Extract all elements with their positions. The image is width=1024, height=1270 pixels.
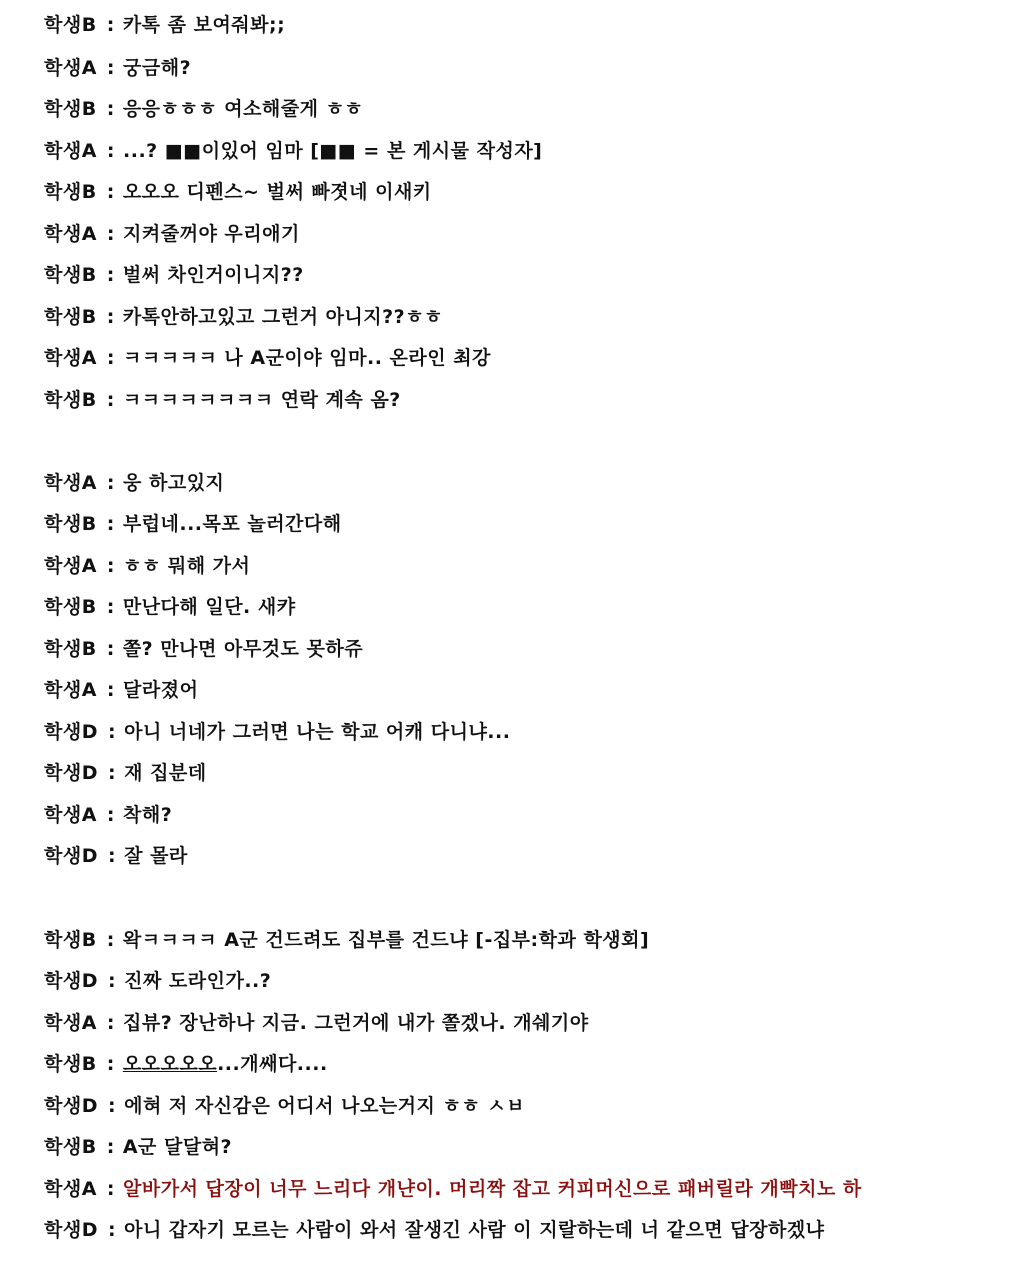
speaker-label: 학생A [44,1178,97,1200]
separator: : [106,679,116,701]
chat-line-highlighted [44,1174,862,1204]
chat-line [44,758,207,788]
message-text: 쫄? 만나면 아무것도 못하쥬 [122,638,364,660]
separator: : [106,389,115,411]
speaker-label: 학생B [44,1053,97,1075]
message-text-rest: ...개쌔다.... [217,1053,328,1075]
speaker-label: 학생B [44,929,97,951]
separator: : [106,223,116,245]
chat-line [44,841,188,871]
chat-line [44,177,432,207]
speaker-label: 학생A [44,223,97,245]
speaker-label: 학생B [44,596,97,618]
speaker-label: 학생A [44,472,97,494]
message-text: 아니 너네가 그러면 나는 학교 어캐 다니냐... [124,721,511,743]
message-text: ㅋㅋㅋㅋㅋ 나 A군이야 임마.. 온라인 최강 [123,347,491,369]
speaker-label: 학생B [44,638,97,660]
underlined-text: 오오오오오 [122,1053,218,1075]
message-text: 오오오 디펜스~ 벌써 빠졋네 이새키 [122,181,432,203]
separator: : [106,306,115,328]
message-text: 벌써 차인거이니지?? [122,264,304,286]
speaker-label: 학생A [44,804,97,826]
chat-line [44,53,191,83]
separator: : [106,929,115,951]
speaker-label: 학생D [44,762,98,784]
chat-line [44,1049,328,1079]
highlighted-message-text: 알바가서 답장이 너무 느리다 개냔이. 머리짝 잡고 커피머신으로 패버릴라 개빡치노 하 [123,1178,862,1200]
separator: : [106,513,115,535]
speaker-label: 학생B [44,264,97,286]
message-text: 달라졌어 [123,679,199,701]
separator: : [106,1053,115,1075]
message-text: 지켜줄꺼야 우리애기 [123,223,300,245]
speaker-label: 학생B [44,306,97,328]
chat-line [44,634,363,664]
message-text: 왁ㅋㅋㅋㅋ A군 건드려도 집부를 건드냐 [-집부:학과 학생회] [122,929,650,951]
chat-line [44,966,271,996]
chat-line [44,136,542,166]
separator: : [106,57,116,79]
speaker-label: 학생A [44,1012,97,1034]
separator: : [107,762,117,784]
speaker-label: 학생D [44,1095,98,1117]
speaker-label: 학생D [44,721,98,743]
separator: : [106,555,116,577]
message-text: ㅋㅋㅋㅋㅋㅋㅋㅋ 연락 계속 옴? [122,389,401,411]
separator: : [106,472,116,494]
speaker-label: 학생B [44,513,97,535]
chat-line [44,343,491,373]
speaker-label: 학생A [44,347,97,369]
chat-line [44,551,250,581]
separator: : [107,845,117,867]
message-text: 집뷰? 장난하나 지금. 그런거에 내가 쫄겠나. 개쉐기야 [123,1012,589,1034]
separator: : [106,140,116,162]
separator: : [107,970,117,992]
message-text: ㅎㅎ 뭐해 가서 [123,555,251,577]
chat-line [44,509,342,539]
speaker-label: 학생D [44,845,98,867]
separator: : [106,638,115,660]
chat-line [44,592,296,622]
message-text: 응응ㅎㅎㅎ 여소해줄게 ㅎㅎ [122,98,364,120]
message-text: 웅 하고있지 [123,472,225,494]
chat-line [44,260,304,290]
message-text: 착해? [123,804,173,826]
speaker-label: 학생B [44,14,97,36]
chat-line [44,94,363,124]
speaker-label: 학생B [44,389,97,411]
chat-line [44,1215,825,1245]
message-text: 만난다해 일단. 새캬 [122,596,296,618]
chat-line [44,219,300,249]
speaker-label: 학생A [44,57,97,79]
message-text [123,1049,328,1079]
chat-line [44,800,172,830]
separator: : [107,721,117,743]
separator: : [106,596,115,618]
speaker-label: 학생D [44,1219,98,1241]
chat-line [44,1008,589,1038]
separator: : [106,1178,116,1200]
speaker-label: 학생B [44,1136,97,1158]
chat-line [44,302,443,332]
speaker-label: 학생B [44,181,97,203]
chat-line [44,1132,232,1162]
message-text: 에혀 저 자신감은 어디서 나오는거지 ㅎㅎ ㅅㅂ [124,1095,526,1117]
speaker-label: 학생A [44,140,97,162]
message-text: 카톡안하고있고 그런거 아니지??ㅎㅎ [122,306,443,328]
message-text: 궁금해? [123,57,192,79]
speaker-label: 학생D [44,970,98,992]
message-text: ...? ■■이있어 임마 [■■ = 본 게시물 작성자] [123,140,543,162]
separator: : [106,264,115,286]
message-text: 진짜 도라인가..? [124,970,272,992]
chat-line [44,675,198,705]
chat-line [44,468,224,498]
speaker-label: 학생A [44,555,97,577]
chat-line [44,10,285,40]
separator: : [106,181,115,203]
chat-line [44,1091,525,1121]
chat-line [44,385,401,415]
separator: : [106,1136,115,1158]
message-text: 아니 갑자기 모르는 사람이 와서 잘생긴 사람 이 지랄하는데 너 같으면 답장하겠냐 [124,1219,825,1241]
separator: : [106,1012,116,1034]
separator: : [107,1219,117,1241]
message-text: 카톡 좀 보여줘봐;; [122,14,286,36]
message-text: 잘 몰라 [124,845,188,867]
separator: : [107,1095,117,1117]
separator: : [106,804,116,826]
speaker-label: 학생A [44,679,97,701]
chat-line [44,925,649,955]
message-text: 부럽네...목포 놀러간다해 [122,513,342,535]
speaker-label: 학생B [44,98,97,120]
message-text: 재 집분데 [124,762,207,784]
separator: : [106,347,116,369]
chat-line [44,717,510,747]
separator: : [106,14,115,36]
message-text: A군 달달혀? [122,1136,233,1158]
separator: : [106,98,115,120]
